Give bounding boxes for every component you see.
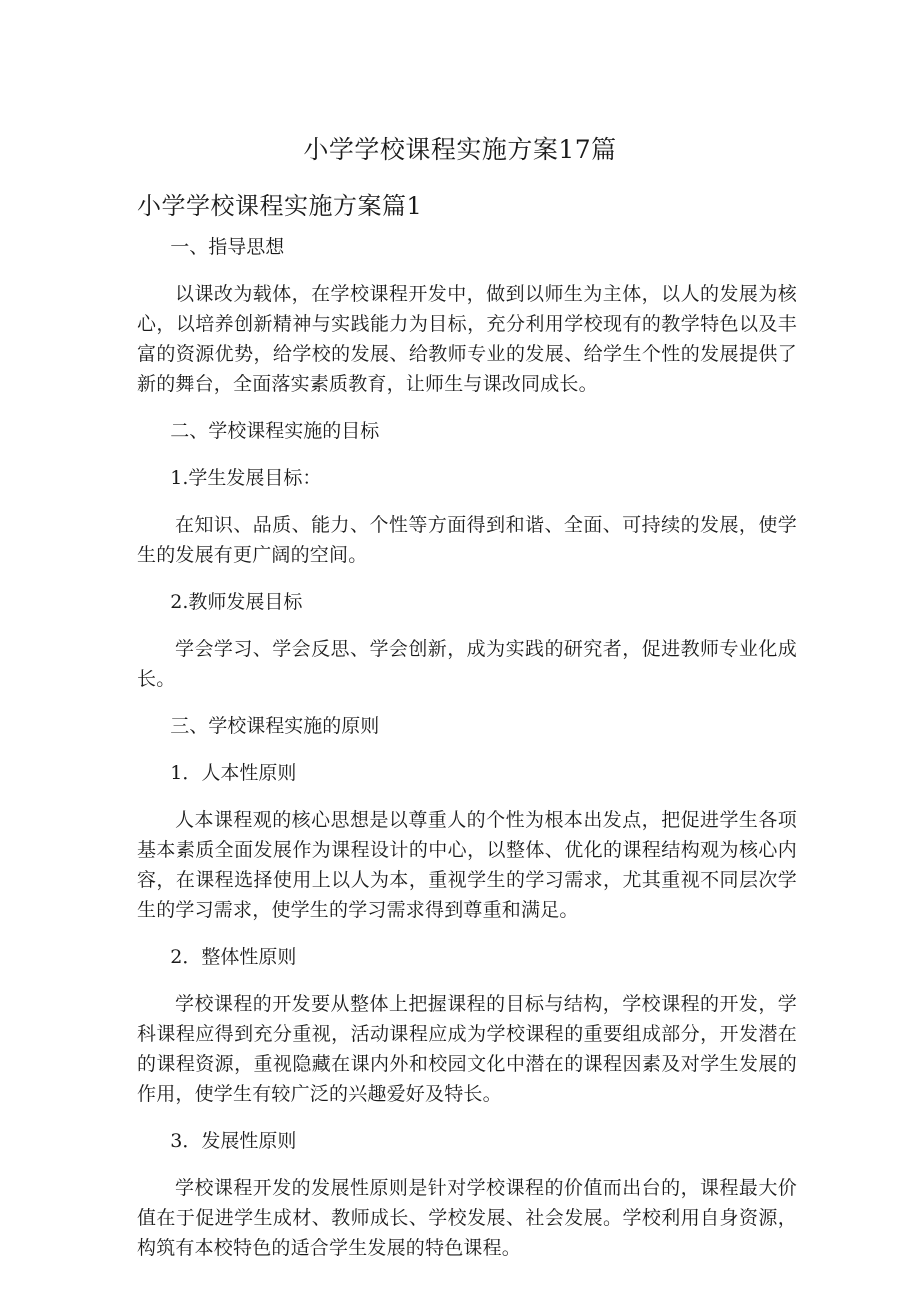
paragraph-holistic-principle: 学校课程的开发要从整体上把握课程的目标与结构，学校课程的开发，学科课程应得到充分重视，活动课程应成为学校课程的重要组成部分，开发潜在的课程资源，重视隐藏在课内外和校园文化中潜在的课程因素及对学生发展的作用，使学生有较广泛的兴趣爱好及特长。	[137, 993, 797, 1105]
subheading-developmental-principle: 3．发展性原则	[170, 1130, 297, 1152]
paragraph-humanistic-principle: 人本课程观的核心思想是以尊重人的个性为根本出发点，把促进学生各项基本素质全面发展作为课程设计的中心，以整体、优化的课程结构观为核心内容，在课程选择使用上以人为本，重视学生的学习需求，尤其重视不同层次学生的学习需求，使学生的学习需求得到尊重和满足。	[137, 809, 797, 921]
subheading-student-goals: 1.学生发展目标：	[170, 467, 322, 489]
subheading-teacher-goals: 2.教师发展目标	[170, 591, 303, 613]
heading-goals: 二、学校课程实施的目标	[170, 420, 380, 442]
heading-guiding-ideology: 一、指导思想	[170, 236, 285, 258]
document-body	[137, 232, 797, 1280]
document-title: 小学学校课程实施方案17篇	[303, 135, 617, 164]
paragraph-student-goals: 在知识、品质、能力、个性等方面得到和谐、全面、可持续的发展，使学生的发展有更广阔的空间。	[137, 514, 797, 566]
paragraph-teacher-goals: 学会学习、学会反思、学会创新，成为实践的研究者，促进教师专业化成长。	[137, 638, 797, 690]
subheading-holistic-principle: 2．整体性原则	[170, 946, 297, 968]
subheading-humanistic-principle: 1．人本性原则	[170, 762, 297, 784]
paragraph-developmental-principle: 学校课程开发的发展性原则是针对学校课程的价值而出台的，课程最大价值在于促进学生成材、教师成长、学校发展、社会发展。学校利用自身资源，构筑有本校特色的适合学生发展的特色课程。	[137, 1177, 797, 1259]
paragraph-guiding-ideology: 以课改为载体，在学校课程开发中，做到以师生为主体，以人的发展为核心，以培养创新精神与实践能力为目标，充分利用学校现有的教学特色以及丰富的资源优势，给学校的发展、给教师专业的发展、给学生个性的发展提供了新的舞台，全面落实素质教育，让师生与课改同成长。	[137, 283, 797, 395]
section-title: 小学学校课程实施方案篇1	[137, 192, 423, 220]
heading-principles: 三、学校课程实施的原则	[170, 715, 380, 737]
